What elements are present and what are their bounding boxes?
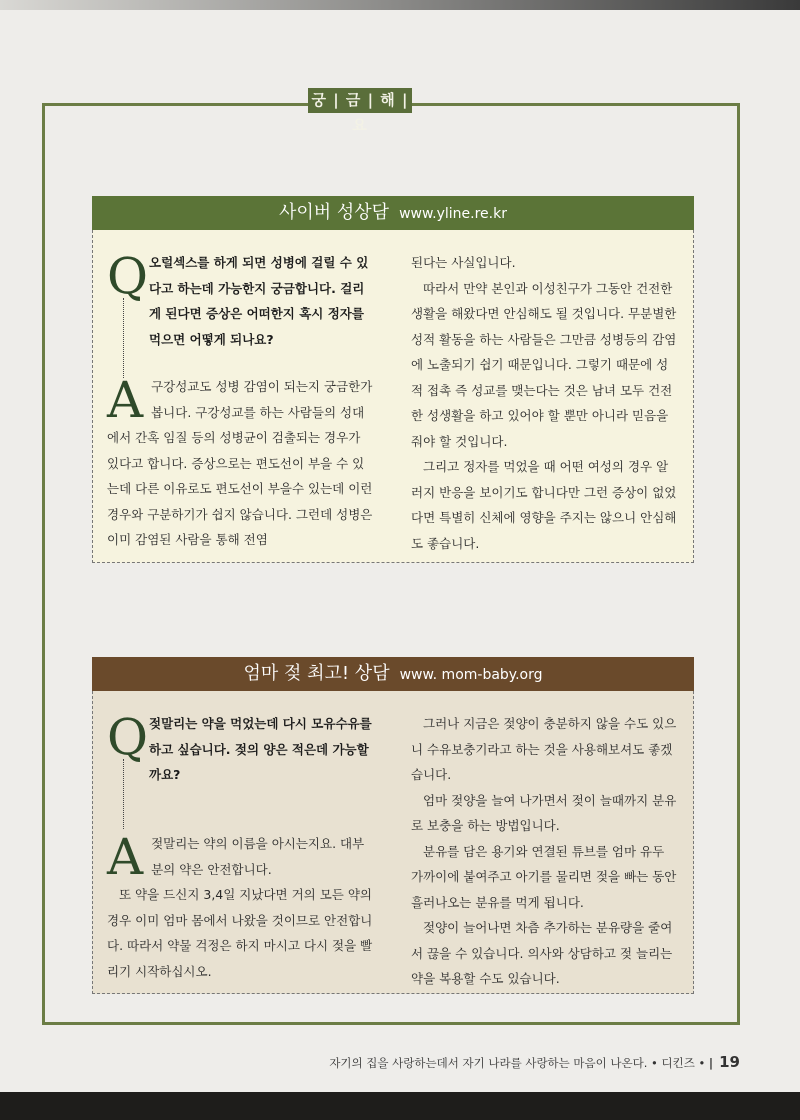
answer-paragraph: 그리고 정자를 먹었을 때 어떤 여성의 경우 알러지 반응을 보이기도 합니다만 그런 증상이 없었다면 특별히 신체에 영향을 주지는 않으니 안심해도 좋습니다. (411, 459, 677, 551)
box1-right-column (411, 250, 679, 552)
box2-url: www. mom-baby.org (399, 667, 543, 683)
question-text: 젖말리는 약을 먹었는데 다시 모유수유를 하고 싶습니다. 젖의 양은 적은데 가능할까요? (149, 716, 372, 782)
box2-right-column (411, 711, 679, 986)
answer-paragraph: 된다는 사실입니다. (411, 255, 516, 270)
answer-paragraph: 젖양이 늘어나면 차츰 추가하는 분유량을 줄여서 끊을 수 있습니다. 의사와 상담하고 젖 늘리는 약을 복용할 수도 있습니다. (411, 920, 673, 986)
footer-quote: 자기의 집을 사랑하는데서 자기 나라를 사랑하는 마음이 나온다. (329, 1056, 648, 1070)
scan-edge-top (0, 0, 800, 10)
answer-paragraph: 젖말리는 약의 이름을 아시는지요. 대부분의 약은 안전합니다. (151, 836, 365, 877)
footer-divider: | (708, 1056, 714, 1070)
a-letter: A (107, 828, 144, 886)
box1-question (107, 247, 375, 352)
page-number: 19 (719, 1053, 740, 1071)
box1-answer (107, 371, 375, 553)
dotted-divider (123, 759, 124, 829)
answer-paragraph: 따라서 만약 본인과 이성친구가 그동안 건전한 생활을 해왔다면 안심해도 될 것입니다. 무분별한 성적 활동을 하는 사람들은 그만큼 성병등의 감염에 노출되기 쉽기 때문입니다. 그렇기 때문에 성적 접촉 즉 성교를 맺는다는 것은 남녀 모두 건전한 성생활을 하고 있어야 할 뿐만 아니라 믿음을 줘야 할 것입니다. (411, 280, 677, 449)
scan-edge-bottom (0, 1092, 800, 1120)
answer-paragraph: 또 약을 드신지 3,4일 지났다면 거의 모든 약의 경우 이미 엄마 몸에서 나왔을 것이므로 안전합니다. 따라서 약물 걱정은 하지 마시고 다시 젖을 빨리기 시작하십시오. (107, 887, 373, 979)
dotted-divider (123, 298, 124, 378)
answer-paragraph: 엄마 젖양을 늘여 나가면서 젖이 늘때까지 분유로 보충을 하는 방법입니다. (411, 792, 677, 833)
q-letter: Q (107, 708, 148, 766)
box2-body (92, 691, 694, 994)
box1-left-column (107, 247, 375, 552)
a-letter: A (107, 371, 144, 429)
box2-question (107, 708, 375, 821)
box1-url: www.yline.re.kr (399, 206, 507, 222)
box2-left-column (107, 708, 375, 983)
box1-body (92, 230, 694, 563)
box2-answer (107, 828, 375, 984)
answer-paragraph: 분유를 담은 용기와 연결된 튜브를 엄마 유두 가까이에 붙여주고 아기를 물리면 젖을 빠는 동안 흘러나오는 분유를 먹게 됩니다. (411, 843, 677, 910)
box2-header (92, 657, 694, 691)
box2-title: 엄마 젖 최고! 상담 (243, 663, 390, 684)
question-text: 오럴섹스를 하게 되면 성병에 걸릴 수 있다고 하는데 가능한지 궁금합니다. 걸리게 된다면 증상은 어떠한지 혹시 정자를 먹으면 어떻게 되나요? (149, 255, 369, 347)
box1-title: 사이버 성상담 (279, 202, 390, 223)
answer-text: 구강성교도 성병 감염이 되는지 궁금한가 봅니다. 구강성교를 하는 사람들의 성대에서 간혹 임질 등의 성병균이 검출되는 경우가 있다고 합니다. 증상으로는 편도선이 부을 수 있는데 다른 이유로도 편도선이 부을수 있는데 이런 경우와 구분하기가 쉽지 않습니다. 그런데 성병은 이미 감염된 사람을 통해 전염 (107, 379, 373, 547)
section-tag: 궁 | 금 | 해 | 요 (308, 88, 412, 113)
answer-paragraph: 그러나 지금은 젖양이 충분하지 않을 수도 있으니 수유보충기라고 하는 것을 사용해보셔도 좋겠습니다. (411, 716, 677, 782)
footer-author: • 디킨즈 • (651, 1056, 706, 1070)
page-footer (329, 1053, 740, 1071)
box1-header (92, 196, 694, 230)
q-letter: Q (107, 247, 148, 305)
